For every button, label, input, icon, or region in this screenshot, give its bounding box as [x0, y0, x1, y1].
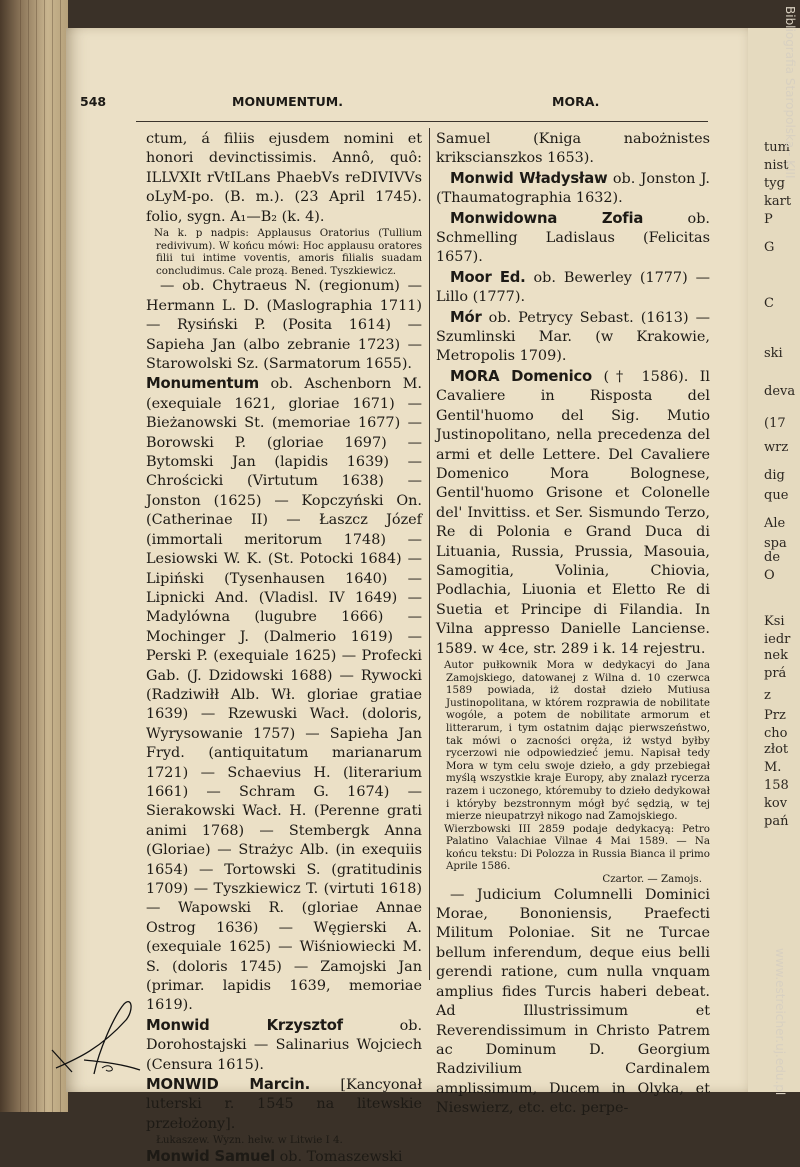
entry-text: ob. Dorohostajski — Salinarius Wojciech (Censura 1615).: [146, 1017, 423, 1073]
entry-text: ob. Jonston J. (Thaumatographia 1632).: [436, 170, 710, 207]
signature-mark: [44, 990, 144, 1080]
headword: Monwidowna Zofia: [450, 209, 644, 227]
headword: MONWID Marcin.: [146, 1076, 310, 1094]
adjacent-page-fragment: nek: [764, 648, 788, 663]
book-spine-edge: [0, 0, 68, 1112]
adjacent-page-fragment: nist: [764, 158, 789, 173]
adjacent-page-fragment: 158: [764, 778, 789, 793]
entry-text: ob. Bewerley (1777) — Lillo (1777).: [436, 269, 710, 306]
entry-note: Na k. p nadpis: Applausus Oratorius (Tullium redivivum). W końcu mówi: Hoc applausu oratores filii tui intime voventis, amoris filialis suadam concludimus. Cale prozą. Bened. Tyszkiewicz.: [154, 227, 422, 277]
adjacent-page-fragment: spa: [764, 536, 787, 551]
headword: Monwid Krzysztof: [146, 1016, 343, 1034]
right-running-title: MORA.: [552, 94, 600, 109]
adjacent-page-fragment: Ale: [764, 516, 786, 531]
adjacent-page-fragment: kart: [764, 194, 792, 209]
adjacent-page-fragment: cho: [764, 726, 788, 741]
entry-text: Samuel (Kniga nabożnistes krikscianszkos 1653).: [436, 131, 710, 167]
left-running-title: MONUMENTUM.: [232, 94, 343, 109]
left-column: [146, 130, 422, 1167]
right-column: [436, 130, 710, 1119]
adjacent-page-fragment: de: [764, 550, 781, 565]
adjacent-page-fragment: pań: [764, 814, 789, 829]
headword: Mór: [450, 308, 482, 326]
entry-text: ob. Tomaszewski: [279, 1148, 403, 1165]
entry-text: ob. Petrycy Sebast. (1613) — Szumlinski Mar. (w Krakowie, Metropolis 1709).: [436, 309, 711, 365]
adjacent-page-fragment: Prz: [764, 708, 786, 723]
adjacent-page-fragment: złot: [764, 742, 789, 757]
entry-text: [Kancyonał luterski r. 1545 na litewskie przełożony].: [146, 1077, 423, 1132]
entry-text: († 1586). Il Cavaliere in Risposta del Gentil'huomo del Sig. Mutio Justinopolitano, nella precedenza del armi et delle Lettere. Del Cavaliere Domenico Mora Bolognese, Gentil'huomo Grisone et Colonelle del' Invittiss. et Ser. Sismundo Terzo, Re di Polonia e Grand Duca di Lituania, Russia, Prussia, Masouia, Samogitia, Volinia, Chiovia, Podlachia, Liuonia et Eletto Re di Suetia et Principe di Filandia. In Vilna appresso Danielle Lanciense. 1589. w 4ce, str. 289 i k. 14 rejestru.: [436, 368, 710, 657]
entry-note: Autor pułkownik Mora w dedykacyi do Jana Zamojskiego, datowanej z Wilna d. 10 czerwca 1589 powiada, iż dostał dzieło Mutiusa Justinopolitana, w którem rozprawia de nobilitate wogóle, a potem de nobilitate armorum et litterarum, i tym ostatnim dając pierwszeństwo, tak mówi o zacności oręża, iż wstyd byłby rycerzowi nie odpowiedzieć jemu. Napisał tedy Mora w tym celu swoje dzieło, a gdy przebiegał myślą wszystkie kraje Europy, aby znalazł rycerza razem i uczonego, któremuby to dzieło dedykował i któryby bezstronnym mógł być sędzią, w tej mierze nieupatrzył nikogo nad Zamojskiego.: [444, 658, 710, 823]
headword: MORA Domenico: [450, 367, 593, 385]
adjacent-page-fragment: z: [764, 688, 771, 703]
header-rule: [136, 121, 708, 122]
adjacent-page-fragment: tum: [764, 140, 790, 155]
library-holdings: Czartor. — Zamojs.: [602, 873, 702, 886]
adjacent-page-fragment: iedr: [764, 632, 791, 647]
adjacent-page-fragment: (17: [764, 416, 786, 431]
running-header: [80, 94, 710, 114]
entry-text: — Judicium Columnelli Dominici Morae, Bononiensis, Praefecti Militum Poloniae. Sit ne Turcae bellum inferendum, deque eius belli gerendi ratione, cum nulla vnquam amplius fides Turcis haberi debeat. Ad Illustrissimum et Reverendissimum in Christo Patrem ac Dominum D. Georgium Radzivilium Cardinalem amplissimum, Ducem in Olyka, et Nieswierz, etc. etc. perpe-: [436, 886, 710, 1117]
entry-text: ctum, á filiis ejusdem nomini et honori devinctissimis. Annô, quô: ILLVXIt rVtILans PhaebVs reDIVIVVs oLyM-po. (B. m.). (23 April 1745). folio, sygn. A₁—B₂ (k. 4).: [146, 131, 422, 225]
adjacent-page-fragment: C: [764, 296, 774, 311]
entry-text: ob. Schmelling Ladislaus (Felicitas 1657).: [436, 210, 710, 266]
adjacent-page-fragment: P: [764, 212, 773, 227]
adjacent-page-fragment: deva: [764, 384, 796, 399]
headword: Moor Ed.: [450, 268, 526, 286]
adjacent-page-fragment: Ksi: [764, 614, 785, 629]
adjacent-page: [748, 28, 800, 1092]
adjacent-page-fragment: dig: [764, 468, 785, 483]
adjacent-page-fragment: prá: [764, 666, 787, 681]
adjacent-page-fragment: que: [764, 488, 789, 503]
adjacent-page-fragment: ski: [764, 346, 783, 361]
source-url-watermark: www.estreicher.uj.edu.pl: [773, 948, 787, 1096]
headword: Monwid Samuel: [146, 1147, 276, 1165]
entry-note: Wierzbowski III 2859 podaje dedykacyą: Petro Palatino Valachiae Vilnae 4 Mai 1589. — Na końcu tekstu: Di Polozza in Russia Bianca il primo Aprile 1586.: [444, 822, 710, 873]
column-divider: [429, 128, 430, 980]
entry-text: — ob. Chytraeus N. (regionum) — Hermann L. D. (Maslographia 1711) — Rysiński P. (Posita 1614) — Sapieha Jan (albo zebranie 1723) — Starowolski Sz. (Sarmatorum 1655).: [146, 278, 422, 373]
source-watermark: Bibliografia Staropolska - KIII: [783, 6, 797, 179]
adjacent-page-fragment: M.: [764, 760, 782, 775]
entry-text: ob. Aschenborn M. (exequiale 1621, gloriae 1671) — Bieżanowski St. (memoriae 1677) — Borowski P. (gloriae 1697) — Bytomski Jan (lapidis 1639) — Chrościcki (Virtutum 1638) — Jonston (1625) — Kopczyński On. (Catherinae II) — Łaszcz Józef (immortali meritorum 1748) — Lesiowski W. K. (St. Potocki 1684) — Lipiński (Tysenhausen 1640) — Lipnicki And. (Vladisl. IV 1649) — Madylówna (lugubre 1666) — Mochinger J. (Dalmerio 1619) — Perski P. (exequiale 1625) — Profecki Gab. (J. Dzidowski 1688) — Rywocki (Radziwiłł Alb. Wł. gloriae gratiae 1639) — Rzewuski Wacł. (doloris, Wyrysowanie 1757) — Sapieha Jan Fryd. (antiquitatum marianarum 1721) — Schaevius H. (literarium 1661) — Schram G. 1674) — Sierakowski Wacł. H. (Perenne grati animi 1768) — Stembergk Anna (Gloriae) — Strażyc Alb. (in exequiis 1654) — Tortowski S. (gratitudinis 1709) — Tyszkiewicz T. (virtuti 1618) — Wapowski R. (gloriae Annae Ostrog 1636) — Węgierski A. (exequiale 1625) — Wiśniowiecki M. S. (doloris 1745) — Zamojski Jan (primar. lapidis 1639, memoriae 1619).: [146, 376, 422, 1014]
page-number: 548: [80, 94, 107, 109]
adjacent-page-fragment: G: [764, 240, 775, 255]
entry-note: Łukaszew. Wyzn. helw. w Litwie I 4.: [156, 1134, 343, 1147]
adjacent-page-fragment: kov: [764, 796, 788, 811]
adjacent-page-fragment: O: [764, 568, 775, 583]
headword: Monumentum: [146, 375, 259, 393]
adjacent-page-fragment: wrz: [764, 440, 789, 455]
headword: Monwid Władysław: [450, 169, 608, 187]
adjacent-page-fragment: tyg: [764, 176, 785, 191]
